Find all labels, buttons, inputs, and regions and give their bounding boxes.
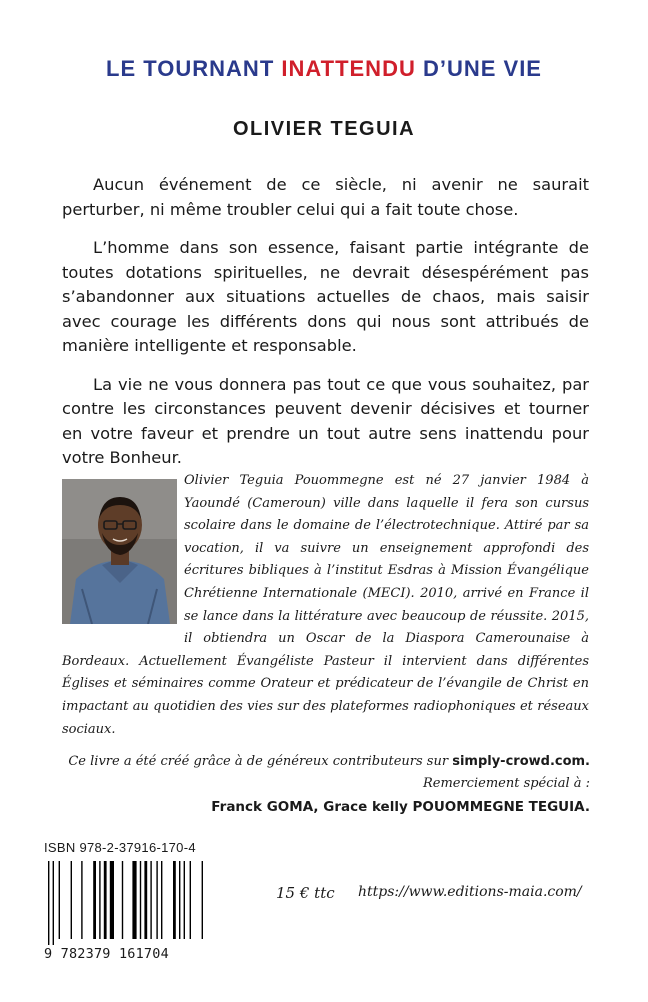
author-name: OLIVIER TEGUIA (232, 118, 416, 140)
blurb-paragraph-3: La vie ne vous donnera pas tout ce que vous souhaitez, par contre les circonstances peuvent devenir décisives et tourner en votre faveur et prendre un tout autre sens inattendu pour votre Bonheur. (62, 374, 589, 467)
barcode-bar (184, 861, 185, 939)
author-portrait-photo (62, 479, 177, 624)
isbn-barcode-icon (44, 859, 206, 947)
title-part-1: LE TOURNANT (106, 56, 282, 81)
barcode-bar (71, 861, 72, 939)
isbn-label: ISBN 978-2-37916-170-4 (44, 840, 196, 855)
barcode-bar (81, 861, 82, 939)
barcode-bar (156, 861, 157, 939)
barcode-bar (93, 861, 96, 939)
barcode-bar (140, 861, 141, 939)
publisher-url: https://www.editions-maia.com/ (358, 884, 582, 900)
book-title (0, 56, 648, 82)
thanks-label: Remerciement spécial à : (422, 776, 590, 791)
barcode-bar (59, 861, 60, 939)
price: 15 € ttc (276, 884, 335, 902)
barcode-bar (110, 861, 114, 939)
bio-text: Olivier Teguia Pouommegne est né 27 janvier 1984 à Yaoundé (Cameroun) ville dans laquelle il fera son cursus scolaire dans le domaine de l’électrotechnique. Attiré par sa vocation, il va suivre un enseignement approfondi des écritures bibliques à l’institut Esdras à Mission Évangélique Chrétienne Internationale (MECI). 2010, arrivé en France il se lance dans la littérature avec beaucoup de réussite. 2015, il obtiendra un Oscar de la Diaspora Camerounaise à Bordeaux. Actuellement Évangéliste Pasteur il intervient dans différentes Églises et séminaires comme Orateur et prédicateur de l’évangile de Christ en impactant au quotidien des vies sur des plateformes radiophoniques et réseaux sociaux. (62, 473, 589, 737)
barcode-bar (161, 861, 162, 939)
blurb-paragraph-1: Aucun événement de ce siècle, ni avenir ne saurait perturber, ni même troubler celui qui a fait toute chose. (62, 175, 589, 219)
barcode-bar (173, 861, 176, 939)
title-part-2: D’UNE VIE (415, 56, 542, 81)
barcode-digits: 9 782379 161704 (44, 946, 169, 962)
title-highlight: INATTENDU (281, 56, 416, 81)
barcode-bar (150, 861, 151, 939)
barcode-bar (179, 861, 180, 939)
barcode-bar (122, 861, 123, 939)
barcode-bar (99, 861, 100, 939)
barcode-bar (104, 861, 107, 939)
credits-site: simply-crowd.com. (452, 754, 590, 769)
barcode-bar (190, 861, 191, 939)
thanks-names: Franck GOMA, Grace kelly POUOMMEGNE TEGUIA. (211, 799, 590, 815)
barcode-bar (48, 861, 49, 945)
barcode-bar (144, 861, 147, 939)
barcode-bar (202, 861, 203, 939)
credits-line (30, 751, 590, 795)
credits-text: Ce livre a été créé grâce à de généreux contributeurs sur (68, 754, 453, 769)
barcode-bar (53, 861, 54, 945)
portrait-illustration (62, 479, 177, 624)
blurb-paragraph-2: L’homme dans son essence, faisant partie intégrante de toutes dotations spirituelles, ne devrait désespérément pas s’abandonner aux situations actuelles de chaos, mais saisir avec courage les différents dons qui nous sont attribués de manière intelligente et responsable. (62, 238, 589, 355)
blurb (62, 173, 589, 485)
barcode (44, 859, 206, 949)
barcode-bar (132, 861, 136, 939)
